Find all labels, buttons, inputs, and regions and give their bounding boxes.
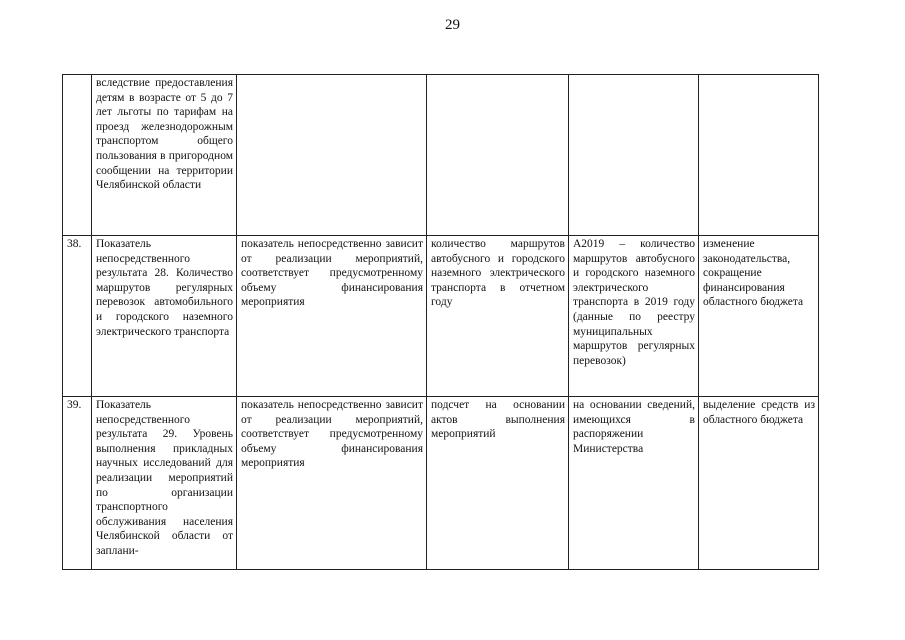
indicator-description: вследствие предоставления детям в возрасте от 5 до 7 лет льготы по тарифам на проезд железнодорожным транспортом общего пользования в пригородном сообщении на территории Челябинской области bbox=[92, 75, 237, 236]
indicators-table bbox=[62, 74, 819, 570]
row-number: 38. bbox=[63, 236, 92, 397]
indicator-justification: показатель непосредственно зависит от реализации мероприятий, соответствует предусмотренному объему финансирования мероприятия bbox=[237, 397, 427, 570]
indicator-calculation: подсчет на основании актов выполнения мероприятий bbox=[427, 397, 569, 570]
indicator-description: Показатель непосредственного результата 29. Уровень выполнения прикладных научных исследований для реализации мероприятий по организации транспортного обслуживания населения Челябинской области от заплани- bbox=[92, 397, 237, 570]
indicator-source bbox=[569, 75, 699, 236]
indicator-risk bbox=[699, 75, 819, 236]
indicator-calculation bbox=[427, 75, 569, 236]
table-row bbox=[63, 75, 819, 236]
indicator-source: на основании сведений, имеющихся в распоряжении Министерства bbox=[569, 397, 699, 570]
indicator-risk: изменение законодательства, сокращение финансирования областного бюджета bbox=[699, 236, 819, 397]
page-number: 29 bbox=[445, 17, 460, 33]
indicator-justification bbox=[237, 75, 427, 236]
table-row bbox=[63, 397, 819, 570]
indicator-justification: показатель непосредственно зависит от реализации мероприятий, соответствует предусмотренному объему финансирования мероприятия bbox=[237, 236, 427, 397]
indicator-calculation: количество маршрутов автобусного и городского наземного электрического транспорта в отчетном году bbox=[427, 236, 569, 397]
row-number bbox=[63, 75, 92, 236]
indicator-source: А2019 – количество маршрутов автобусного и городского наземного электрического транспорта в 2019 году (данные по реестру муниципальных маршрутов регулярных перевозок) bbox=[569, 236, 699, 397]
indicator-risk: выделение средств из областного бюджета bbox=[699, 397, 819, 570]
row-number: 39. bbox=[63, 397, 92, 570]
table-row bbox=[63, 236, 819, 397]
indicator-description: Показатель непосредственного результата 28. Количество маршрутов регулярных перевозок автомобильного и городского наземного электрического транспорта bbox=[92, 236, 237, 397]
